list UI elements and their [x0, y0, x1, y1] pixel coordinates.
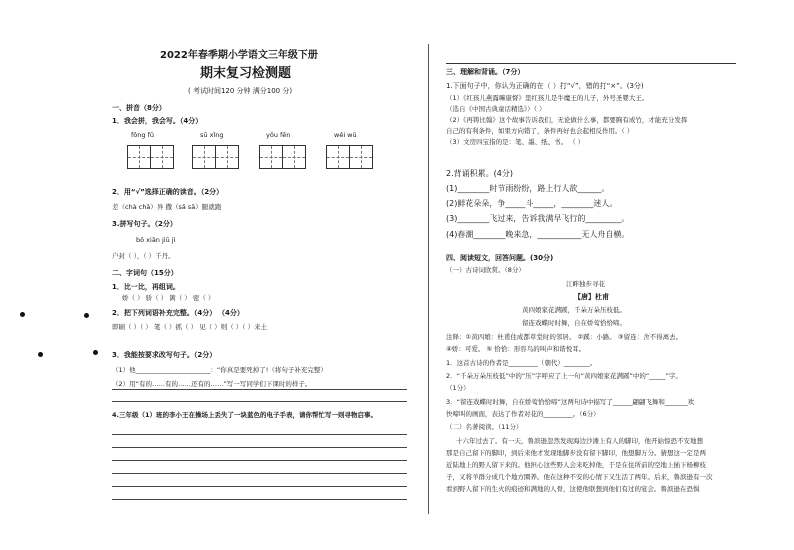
poem-notes-2: ④娇：可爱。 ⑤ 恰恰：形容鸟的叫声和谐悦耳。 — [446, 345, 586, 353]
passage-line-2: 那是自己留下的脚印，到后来他才发现地脚步没有留下脚印，他想脚万分。猜想这一定是两 — [446, 449, 706, 457]
q-choose-pronunciation: 2．用“√”选择正确的读音。（2分） — [112, 188, 224, 196]
q-complete-line: 即刷（ ）（ ） 笔（ ）抓（ ） 见（ ）则（ ）（ ）来土 — [112, 323, 268, 331]
q-rewrite-b: （2）用“有的……有的……还有的……”写一写同学们下课时的样子。 — [112, 380, 312, 388]
answer-line-2[interactable] — [112, 401, 407, 402]
section-understanding: 三、理解和背诵。（7分） — [446, 68, 525, 76]
q-recite-3: (3)________飞过来，告诉我满早飞行的_________。 — [446, 214, 630, 223]
q-true-false: 1.下面句子中，你认为正确的在（ ）打“√”，错的打“×”。(3分) — [446, 82, 644, 90]
poem-notes-1: 注释：①黄四娘：杜甫住成都草堂时的邻居。 ②蹊：小路。 ③留连：舍不得离去。 — [446, 333, 683, 341]
q-recite-2: (2)鲜花朵朵，争_____斗_____，________迷人。 — [446, 199, 618, 208]
q-spell-line: 户封（ ），（ ）千丹。 — [112, 252, 175, 260]
poem-q2: 2．“千朵万朵压枝低”中的“压”字呼应了上一句“黄四娘家花满蹊”中的“_____”字。 — [446, 372, 682, 380]
column-divider — [428, 44, 429, 514]
notice-line-2[interactable] — [112, 447, 407, 448]
poem-q1: 1．这首古诗的作者是_________（朝代）________。 — [446, 359, 597, 367]
q-tf-b2: 自己的有利条件，如果方向错了，条件再好也会起相反作用。（ ） — [446, 127, 634, 135]
passage-line-3: 近陆地上的野人留下来的。他担心这些野人会来吃掉他，于是在住所前的空地上插下杨柳枝 — [446, 461, 706, 469]
margin-dot-3 — [38, 352, 43, 357]
q-tf-b: （2）《再铸比翰》这个故事告诉我们，无论做什么事，都要胸有成竹，才能充分发挥 — [446, 116, 688, 124]
exam-info: ( 考试时间120 分钟 满分100 分) — [188, 87, 293, 95]
sub-poetry: （一）古诗词欣赏。（8分） — [446, 266, 525, 274]
pinyin-3: yǒu fēn — [266, 131, 291, 139]
q-lost-notice: 4.三年级（1）班的李小王在操场上丢失了一块蓝色的电子手表，请你帮忙写一则寻物启事。 — [112, 411, 378, 419]
poem-title: 江畔独步寻花 — [566, 280, 605, 288]
notice-line-3[interactable] — [112, 460, 407, 461]
passage-line-1: 十六年过去了。有一天，鲁滨逊忽然发现海边沙滩上有人的脚印，他开始惊恐不安地想 — [456, 437, 703, 445]
passage-line-4: 子，又将羊群分成几个地方圈养。他在这种不安的心情下又生活了两年。后来，鲁滨逊有一次 — [446, 473, 713, 481]
margin-dot-1 — [20, 312, 25, 317]
notice-line-4[interactable] — [112, 473, 407, 474]
q-tf-a: （1）《红孩儿燕露嘛康督》里红孩儿是牛魔王的儿子，外号圣婴大王。 — [446, 94, 649, 102]
q-compare-score: （4分） — [218, 309, 244, 317]
q-spell-pinyin: bō xiān jiū jì — [136, 236, 176, 244]
right-top-line — [446, 63, 736, 64]
q-pinyin-write: 1．我会拼，我会写。（4分） — [112, 117, 203, 125]
notice-line-1[interactable] — [112, 434, 407, 435]
exam-subtitle: 期末复习检测题 — [200, 66, 292, 81]
section-words: 二、字词句（15分） — [112, 269, 178, 277]
q-tf-c: （3）文房四宝指的是：笔、墨、纸、书。 （ ） — [446, 138, 585, 146]
q-rewrite-a: （1）他_______________________：“你真是要死掉了!（将句子补充完整） — [112, 366, 327, 374]
pinyin-4: wěi wū — [334, 131, 357, 139]
q-recite-4: (4)春潮________晚来急，___________无人舟自横。 — [446, 230, 630, 239]
poem-q3-2: 快啼叫的画面，表达了作者对花的_________。（6分） — [446, 410, 600, 418]
poem-line-2: 留连戏蝶时时舞，自在娇莺恰恰啼。 — [522, 319, 626, 327]
notice-line-6[interactable] — [112, 499, 407, 500]
q-compare-line: 娇（ ） 骄（ ） 篱（ ） 密（ ） — [122, 294, 215, 302]
sub-classic-reading: （二）名著阅读。（11分） — [446, 423, 523, 431]
q-spell-sentence: 3.拼写句子。（2分） — [112, 220, 177, 228]
section-pinyin: 一、拼音（8分） — [112, 104, 166, 112]
q-recite: 2.背诵积累。(4分) — [446, 169, 513, 178]
poem-line-1: 黄四娘家花满蹊，千朵万朵压枝低。 — [522, 306, 626, 314]
q-complete-words: 2．把下列词语补充完整。（4分） — [112, 309, 217, 317]
q-choose-line: 差（chà chā）异 撒（sǎ sā）腿就跑 — [112, 203, 222, 211]
section-reading: 四、阅读短文，回答问题。(30分) — [446, 254, 554, 262]
pinyin-2: sū xǐng — [200, 131, 224, 139]
poem-author: 【唐】杜甫 — [574, 293, 609, 301]
poem-q2-score: （1分） — [446, 384, 470, 392]
q-recite-1: (1)________时节雨纷纷，路上行人欲______。 — [446, 184, 610, 193]
q-rewrite: 3．我能按要求改写句子。（2分） — [112, 351, 217, 359]
notice-line-5[interactable] — [112, 486, 407, 487]
answer-line-1[interactable] — [112, 389, 407, 390]
exam-title: 2022年春季期小学语文三年级下册 — [160, 50, 318, 61]
q-tf-a2: （选自《中国古典童话精选》）（ ） — [446, 105, 546, 113]
margin-dot-2 — [84, 313, 89, 318]
passage-line-5: 看到野人留下的生火的痕迹和满地的人骨，这使他联想到他们有过的宴会。鲁滨逊在恐惧 — [446, 485, 700, 493]
poem-q3: 3．“留连戏蝶时时舞，自在娇莺恰恰啼”这两句诗中描写了______翩翩飞舞和_______欢 — [446, 398, 695, 406]
q-compare-words: 1．比一比，再组词。 — [112, 283, 180, 291]
margin-dot-4 — [93, 350, 98, 355]
pinyin-1: fǒng fū — [131, 131, 154, 139]
